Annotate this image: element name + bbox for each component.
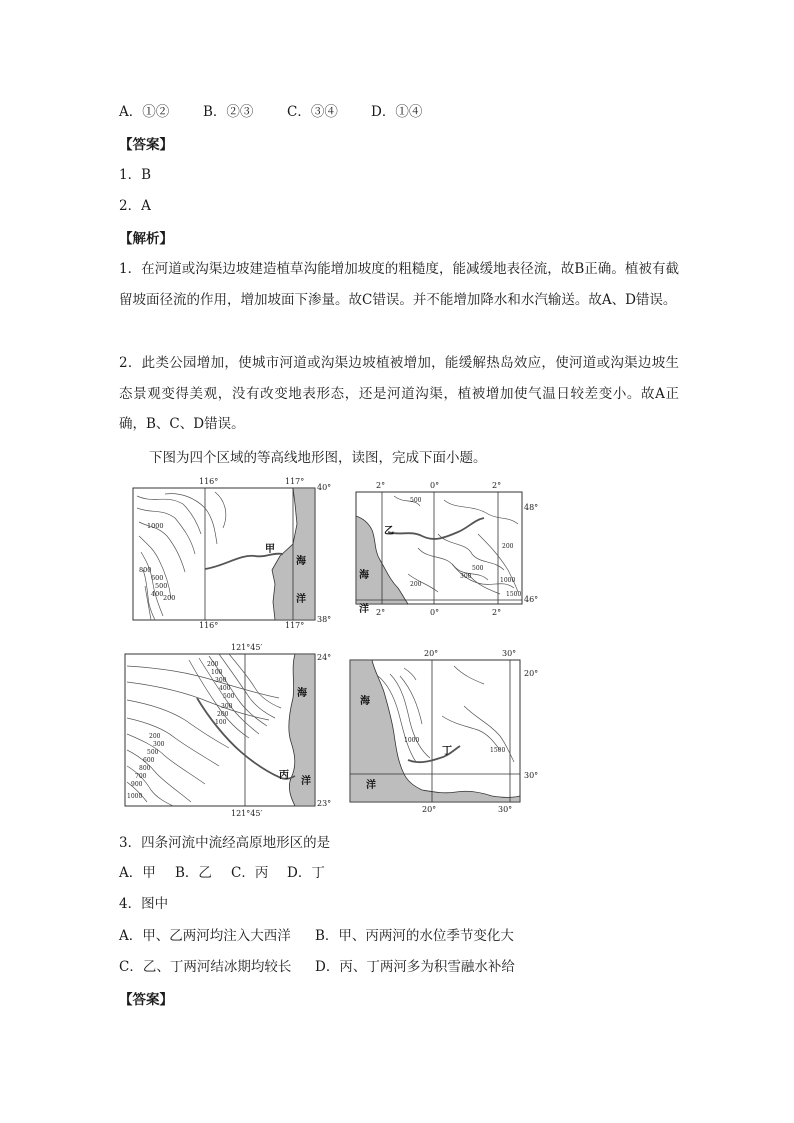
map1-river-label: 甲 xyxy=(265,544,275,555)
map3-contour-14: 700 xyxy=(135,773,147,780)
map3-contour-6: 300 xyxy=(221,703,233,710)
analysis-tag: 【解析】 xyxy=(119,231,173,247)
map4-lat-bottom: 30° xyxy=(524,771,539,780)
map4-bottom-lon-2: 30° xyxy=(498,805,513,814)
map3-contour-12: 600 xyxy=(143,757,155,764)
map3-top-lon: 121°45′ xyxy=(231,643,263,652)
map3-contour-8: 100 xyxy=(215,719,227,726)
q4-option-c: C．乙、丁两河结冰期均较长 xyxy=(119,959,292,975)
answer-line-1: 1．B xyxy=(119,167,152,183)
option-a: A．①② xyxy=(119,104,170,120)
map1-top-lon-2: 117° xyxy=(285,477,305,486)
analysis-paragraph-2: 2．此类公园增加，使城市河道或沟渠边坡植被增加，能缓解热岛效应，使河道或沟渠边坡生态景观变得美观，没有改变地表形态，还是河道沟渠，植被增加使气温日较差变小。故A正确，B、C、D错误。 xyxy=(119,355,679,432)
question-3-stem: 3．四条河流中流经高原地形区的是 xyxy=(119,835,331,851)
q4-option-d: D．丙、丁两河多为积雪融水补给 xyxy=(315,959,515,975)
option-d: D．①④ xyxy=(371,104,423,120)
map2-top-lon-2: 0° xyxy=(430,481,440,490)
map3-contour-13: 800 xyxy=(139,765,151,772)
map3-lat-top: 24° xyxy=(317,653,332,662)
q4-option-a: A．甲、乙两河均注入大西洋 xyxy=(119,928,291,944)
map4-sea-label-2: 洋 xyxy=(366,780,376,791)
map2-contour-6: 1500 xyxy=(506,591,522,598)
q3-option-b: B．乙 xyxy=(175,865,212,881)
prev-question-options xyxy=(119,104,422,120)
map4-bottom-lon-1: 20° xyxy=(422,805,437,814)
map2-contour-3: 500 xyxy=(472,565,484,572)
question-4-options-row-2 xyxy=(119,959,515,975)
question-3-options xyxy=(119,865,325,881)
answer-line-2: 2．A xyxy=(119,198,151,214)
map3-sea-label-2: 洋 xyxy=(301,776,311,787)
map3-contour-9: 200 xyxy=(149,733,161,740)
contour-map-jia xyxy=(125,474,335,630)
contour-map-yi xyxy=(348,474,543,630)
map1-contour-800: 800 xyxy=(139,566,152,574)
map3-bottom-lon: 121°45′ xyxy=(231,809,263,818)
map3-contour-10: 300 xyxy=(153,741,165,748)
map1-lat-top: 40° xyxy=(317,483,332,492)
map4-contour-2: 1500 xyxy=(490,747,506,754)
question-4-options-row-1 xyxy=(119,928,514,944)
map3-contour-4: 400 xyxy=(219,685,231,692)
map1-contour-600: 600 xyxy=(151,574,164,582)
map2-contour-4: 200 xyxy=(502,543,514,550)
map3-contour-15: 900 xyxy=(131,781,143,788)
map2-lat-bottom: 46° xyxy=(524,595,539,604)
map4-sea-label-1: 海 xyxy=(360,696,370,707)
map2-contour-1: 500 xyxy=(410,497,422,504)
map3-contour-2: 100 xyxy=(211,669,223,676)
option-b: B．②③ xyxy=(203,104,254,120)
map1-bottom-lon-1: 116° xyxy=(199,621,219,630)
q3-option-d: D．丁 xyxy=(287,865,325,881)
map3-contour-5: 500 xyxy=(223,693,235,700)
map1-top-lon-1: 116° xyxy=(199,477,219,486)
contour-map-ding xyxy=(344,646,550,816)
map2-top-lon-1: 2° xyxy=(376,481,386,490)
map1-bottom-lon-2: 117° xyxy=(285,621,305,630)
map4-contour-1: 1000 xyxy=(404,737,420,744)
map3-contour-3: 300 xyxy=(215,677,227,684)
map4-top-lon-1: 20° xyxy=(424,649,439,658)
map2-bottom-lon-3: 2° xyxy=(492,608,502,617)
map4-lat-top: 20° xyxy=(524,669,539,678)
map2-bottom-lon-1: 2° xyxy=(376,608,386,617)
map1-sea-label-1: 海 xyxy=(296,556,306,567)
map4-river-label: 丁 xyxy=(442,746,452,757)
map2-river-label: 乙 xyxy=(384,526,394,537)
analysis-paragraph-1: 1．在河道或沟渠边坡建造植草沟能增加坡度的粗糙度，能减缓地表径流，故B正确。植被有截留坡面径流的作用，增加坡面下渗量。故C错误。并不能增加降水和水汽输送。故A、D错误。 xyxy=(119,261,679,308)
map2-top-lon-3: 2° xyxy=(492,481,502,490)
map2-contour-7: 200 xyxy=(410,581,422,588)
map1-contour-400: 400 xyxy=(151,590,164,598)
option-c: C．③④ xyxy=(287,104,338,120)
q4-option-b: B．甲、丙两河的水位季节变化大 xyxy=(315,928,514,944)
map2-sea-label-2: 洋 xyxy=(359,604,369,615)
map3-lat-bottom: 23° xyxy=(317,799,332,808)
figure-intro: 下图为四个区域的等高线地形图，读图，完成下面小题。 xyxy=(149,450,487,466)
map1-contour-200: 200 xyxy=(163,594,176,602)
map1-contour-500: 500 xyxy=(155,582,168,590)
answer-tag-1: 【答案】 xyxy=(119,137,173,153)
map2-contour-2: 300 xyxy=(460,573,472,580)
map3-sea-label-1: 海 xyxy=(297,688,307,699)
map1-sea-label-2: 洋 xyxy=(296,594,306,605)
map3-contour-11: 500 xyxy=(147,749,159,756)
map2-lat-top: 48° xyxy=(524,503,539,512)
q3-option-c: C．丙 xyxy=(231,865,269,881)
map1-lat-bottom: 38° xyxy=(317,615,332,624)
contour-map-bing xyxy=(119,638,344,820)
map3-contour-7: 200 xyxy=(217,711,229,718)
map4-top-lon-2: 30° xyxy=(502,649,517,658)
answer-tag-2: 【答案】 xyxy=(119,992,173,1008)
map3-river-label: 丙 xyxy=(279,770,289,781)
question-4-stem: 4．图中 xyxy=(119,896,169,912)
map2-sea-label-1: 海 xyxy=(359,570,369,581)
map1-contour-1000: 1000 xyxy=(147,522,164,530)
map3-contour-16: 1000 xyxy=(127,793,143,800)
map2-contour-5: 1000 xyxy=(500,577,516,584)
map3-contour-1: 200 xyxy=(207,661,219,668)
map2-bottom-lon-2: 0° xyxy=(430,608,440,617)
q3-option-a: A．甲 xyxy=(119,865,156,881)
